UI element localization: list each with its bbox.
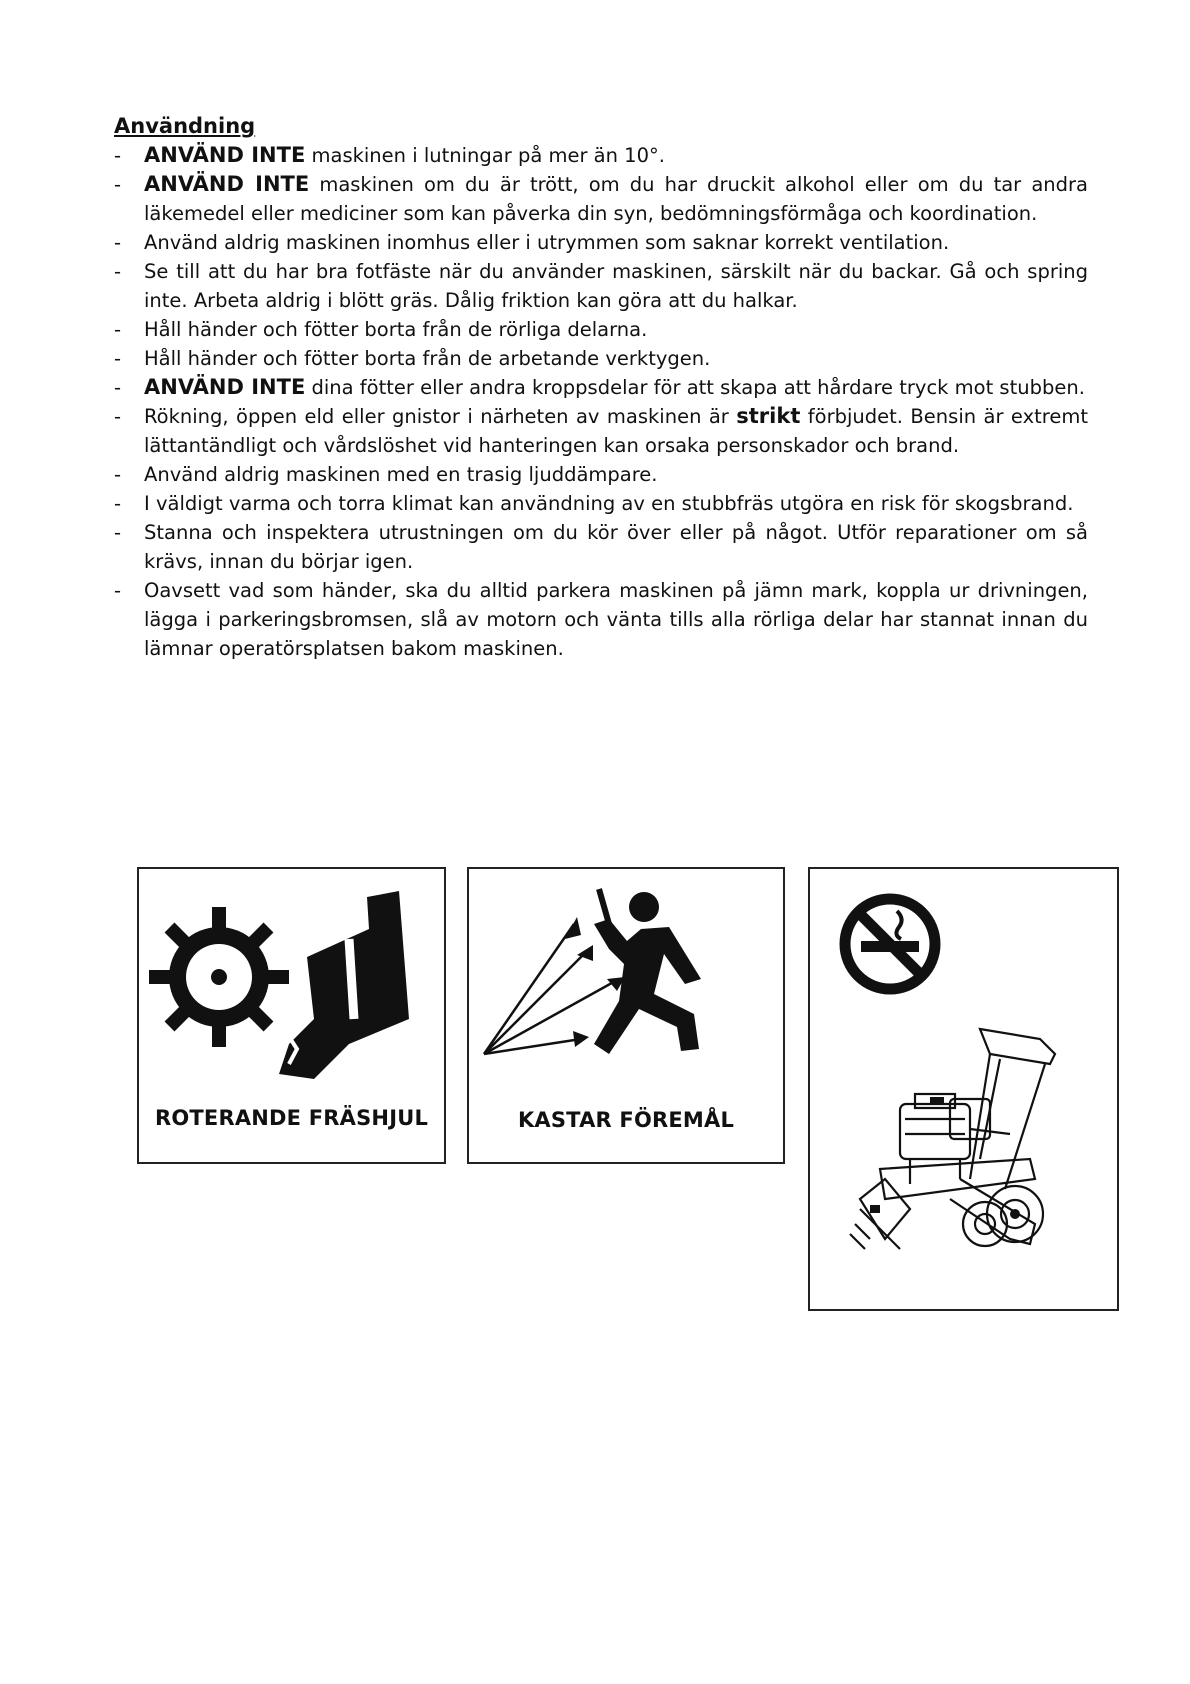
list-item: - ANVÄND INTE maskinen i lutningar på mer än 10°. [114, 143, 665, 167]
list-item: - Håll händer och fötter borta från de arbetande verktygen. [114, 347, 711, 370]
list-item: - Använd aldrig maskinen med en trasig ljuddämpare. [114, 463, 658, 486]
safety-rules-list [114, 141, 1088, 663]
no-smoking-warning [808, 867, 1119, 1311]
rotating-cutter-warning [137, 867, 446, 1164]
no-smoking-icon [835, 889, 945, 999]
thrown-objects-icon [469, 869, 783, 1099]
usage-section [114, 112, 1088, 663]
list-item: - Rökning, öppen eld eller gnistor i närheten av maskinen är strikt förbjudet. Bensin är extremt lättantändligt och vårdslöshet vid hanteringen kan orsaka personskador och brand. [114, 404, 1088, 457]
list-item: - ANVÄND INTE dina fötter eller andra kroppsdelar för att skapa att hårdare tryck mot stubben. [114, 375, 1085, 399]
section-heading: Användning [114, 114, 256, 138]
stump-grinder-machine-illustration [840, 1009, 1080, 1299]
list-item: - Använd aldrig maskinen inomhus eller i utrymmen som saknar korrekt ventilation. [114, 231, 950, 254]
list-item: - Stanna och inspektera utrustningen om du kör över eller på något. Utför reparationer om så krävs, innan du börjar igen. [114, 521, 1088, 573]
rotating-cutter-caption: ROTERANDE FRÄSHJUL [154, 1106, 429, 1130]
rotating-cutter-wheel-icon [139, 869, 444, 1099]
thrown-objects-caption: KASTAR FÖREMÅL [517, 1108, 735, 1132]
list-item: - Håll händer och fötter borta från de rörliga delarna. [114, 318, 648, 341]
list-item: - Oavsett vad som händer, ska du alltid parkera maskinen på jämn mark, koppla ur drivningen, lägga i parkeringsbromsen, slå av motorn och vänta tills alla rörliga delar har stannat innan du lämnar operatörsplatsen bakom maskinen. [114, 579, 1088, 660]
list-item: - I väldigt varma och torra klimat kan användning av en stubbfräs utgöra en risk för skogsbrand. [114, 492, 1074, 515]
list-item: - ANVÄND INTE maskinen om du är trött, om du har druckit alkohol eller om du tar andra läkemedel eller mediciner som kan påverka din syn, bedömningsförmåga och koordination. [114, 172, 1088, 225]
list-item: - Se till att du har bra fotfäste när du använder maskinen, särskilt när du backar. Gå och spring inte. Arbeta aldrig i blött gräs. Dålig friktion kan göra att du halkar. [114, 260, 1088, 312]
thrown-objects-warning [467, 867, 785, 1164]
